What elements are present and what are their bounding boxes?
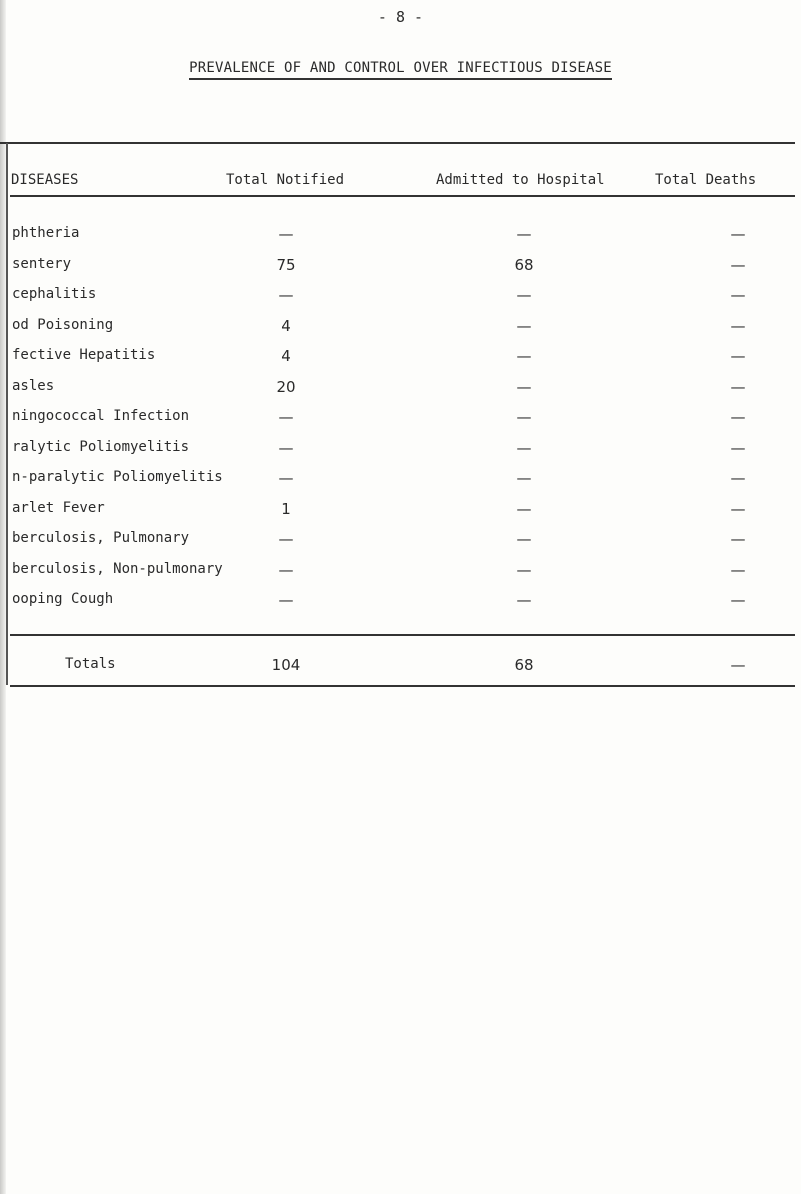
notified-value: — [278,225,294,243]
notified-value: — [278,591,294,609]
disease-name: asles [12,377,55,394]
table-top-rule [0,142,795,144]
admitted-value: — [516,591,532,609]
header-total-deaths: Total Deaths [655,172,757,188]
header-disease: DISEASES [11,172,79,188]
deaths-value: — [730,286,746,304]
document-title [0,60,801,76]
notified-value: — [278,408,294,426]
notified-value: — [278,286,294,304]
deaths-value: — [730,316,746,335]
deaths-value: — [730,347,746,365]
notified-value: 1 [281,499,291,518]
deaths-value: — [730,591,746,609]
admitted-value: 68 [514,255,534,274]
totals-admitted: 68 [514,656,534,674]
deaths-value: — [730,560,746,579]
totals-label: Totals [65,656,116,672]
deaths-value: — [730,438,746,457]
admitted-value: — [516,438,532,457]
totals-rule [10,634,795,636]
notified-value: 4 [281,316,291,335]
admitted-value: — [516,499,532,518]
notified-value: 4 [281,347,291,365]
admitted-value: — [516,530,532,548]
disease-name: sentery [12,255,72,272]
document-title-text: PREVALENCE OF AND CONTROL OVER INFECTIOUS DISEASE [189,60,612,80]
table-bottom-rule [10,685,795,687]
disease-name: n-paralytic Poliomyelitis [12,469,223,485]
deaths-value: — [730,408,746,426]
deaths-value: — [730,499,746,518]
deaths-value: — [730,377,746,396]
notified-value: — [278,530,294,548]
disease-name: berculosis, Pulmonary [12,530,190,546]
page-number: - 8 - [377,8,424,26]
deaths-value: — [730,469,746,487]
totals-deaths: — [730,656,746,674]
admitted-value: — [516,377,532,396]
admitted-value: — [516,347,532,365]
notified-value: 75 [276,255,296,274]
notified-value: — [278,560,294,579]
disease-name: od Poisoning [12,316,114,333]
notified-value: — [278,438,294,457]
admitted-value: — [516,316,532,335]
admitted-value: — [516,469,532,487]
header-admitted-to-hospital: Admitted to Hospital [436,172,605,188]
deaths-value: — [730,225,746,243]
admitted-value: — [516,225,532,243]
disease-name: berculosis, Non-pulmonary [12,560,223,577]
admitted-value: — [516,560,532,579]
disease-name: ooping Cough [12,591,114,607]
deaths-value: — [730,255,746,274]
disease-name: arlet Fever [12,499,105,516]
notified-value: 20 [276,377,296,396]
admitted-value: — [516,408,532,426]
deaths-value: — [730,530,746,548]
table-left-border [6,143,8,685]
disease-name: fective Hepatitis [12,347,156,363]
disease-name: ningococcal Infection [12,408,190,424]
disease-name: ralytic Poliomyelitis [12,438,190,455]
header-total-notified: Total Notified [226,172,345,188]
totals-notified: 104 [271,656,301,674]
notified-value: — [278,469,294,487]
admitted-value: — [516,286,532,304]
disease-name: phtheria [12,225,80,241]
disease-name: cephalitis [12,286,97,302]
header-rule [10,195,795,197]
